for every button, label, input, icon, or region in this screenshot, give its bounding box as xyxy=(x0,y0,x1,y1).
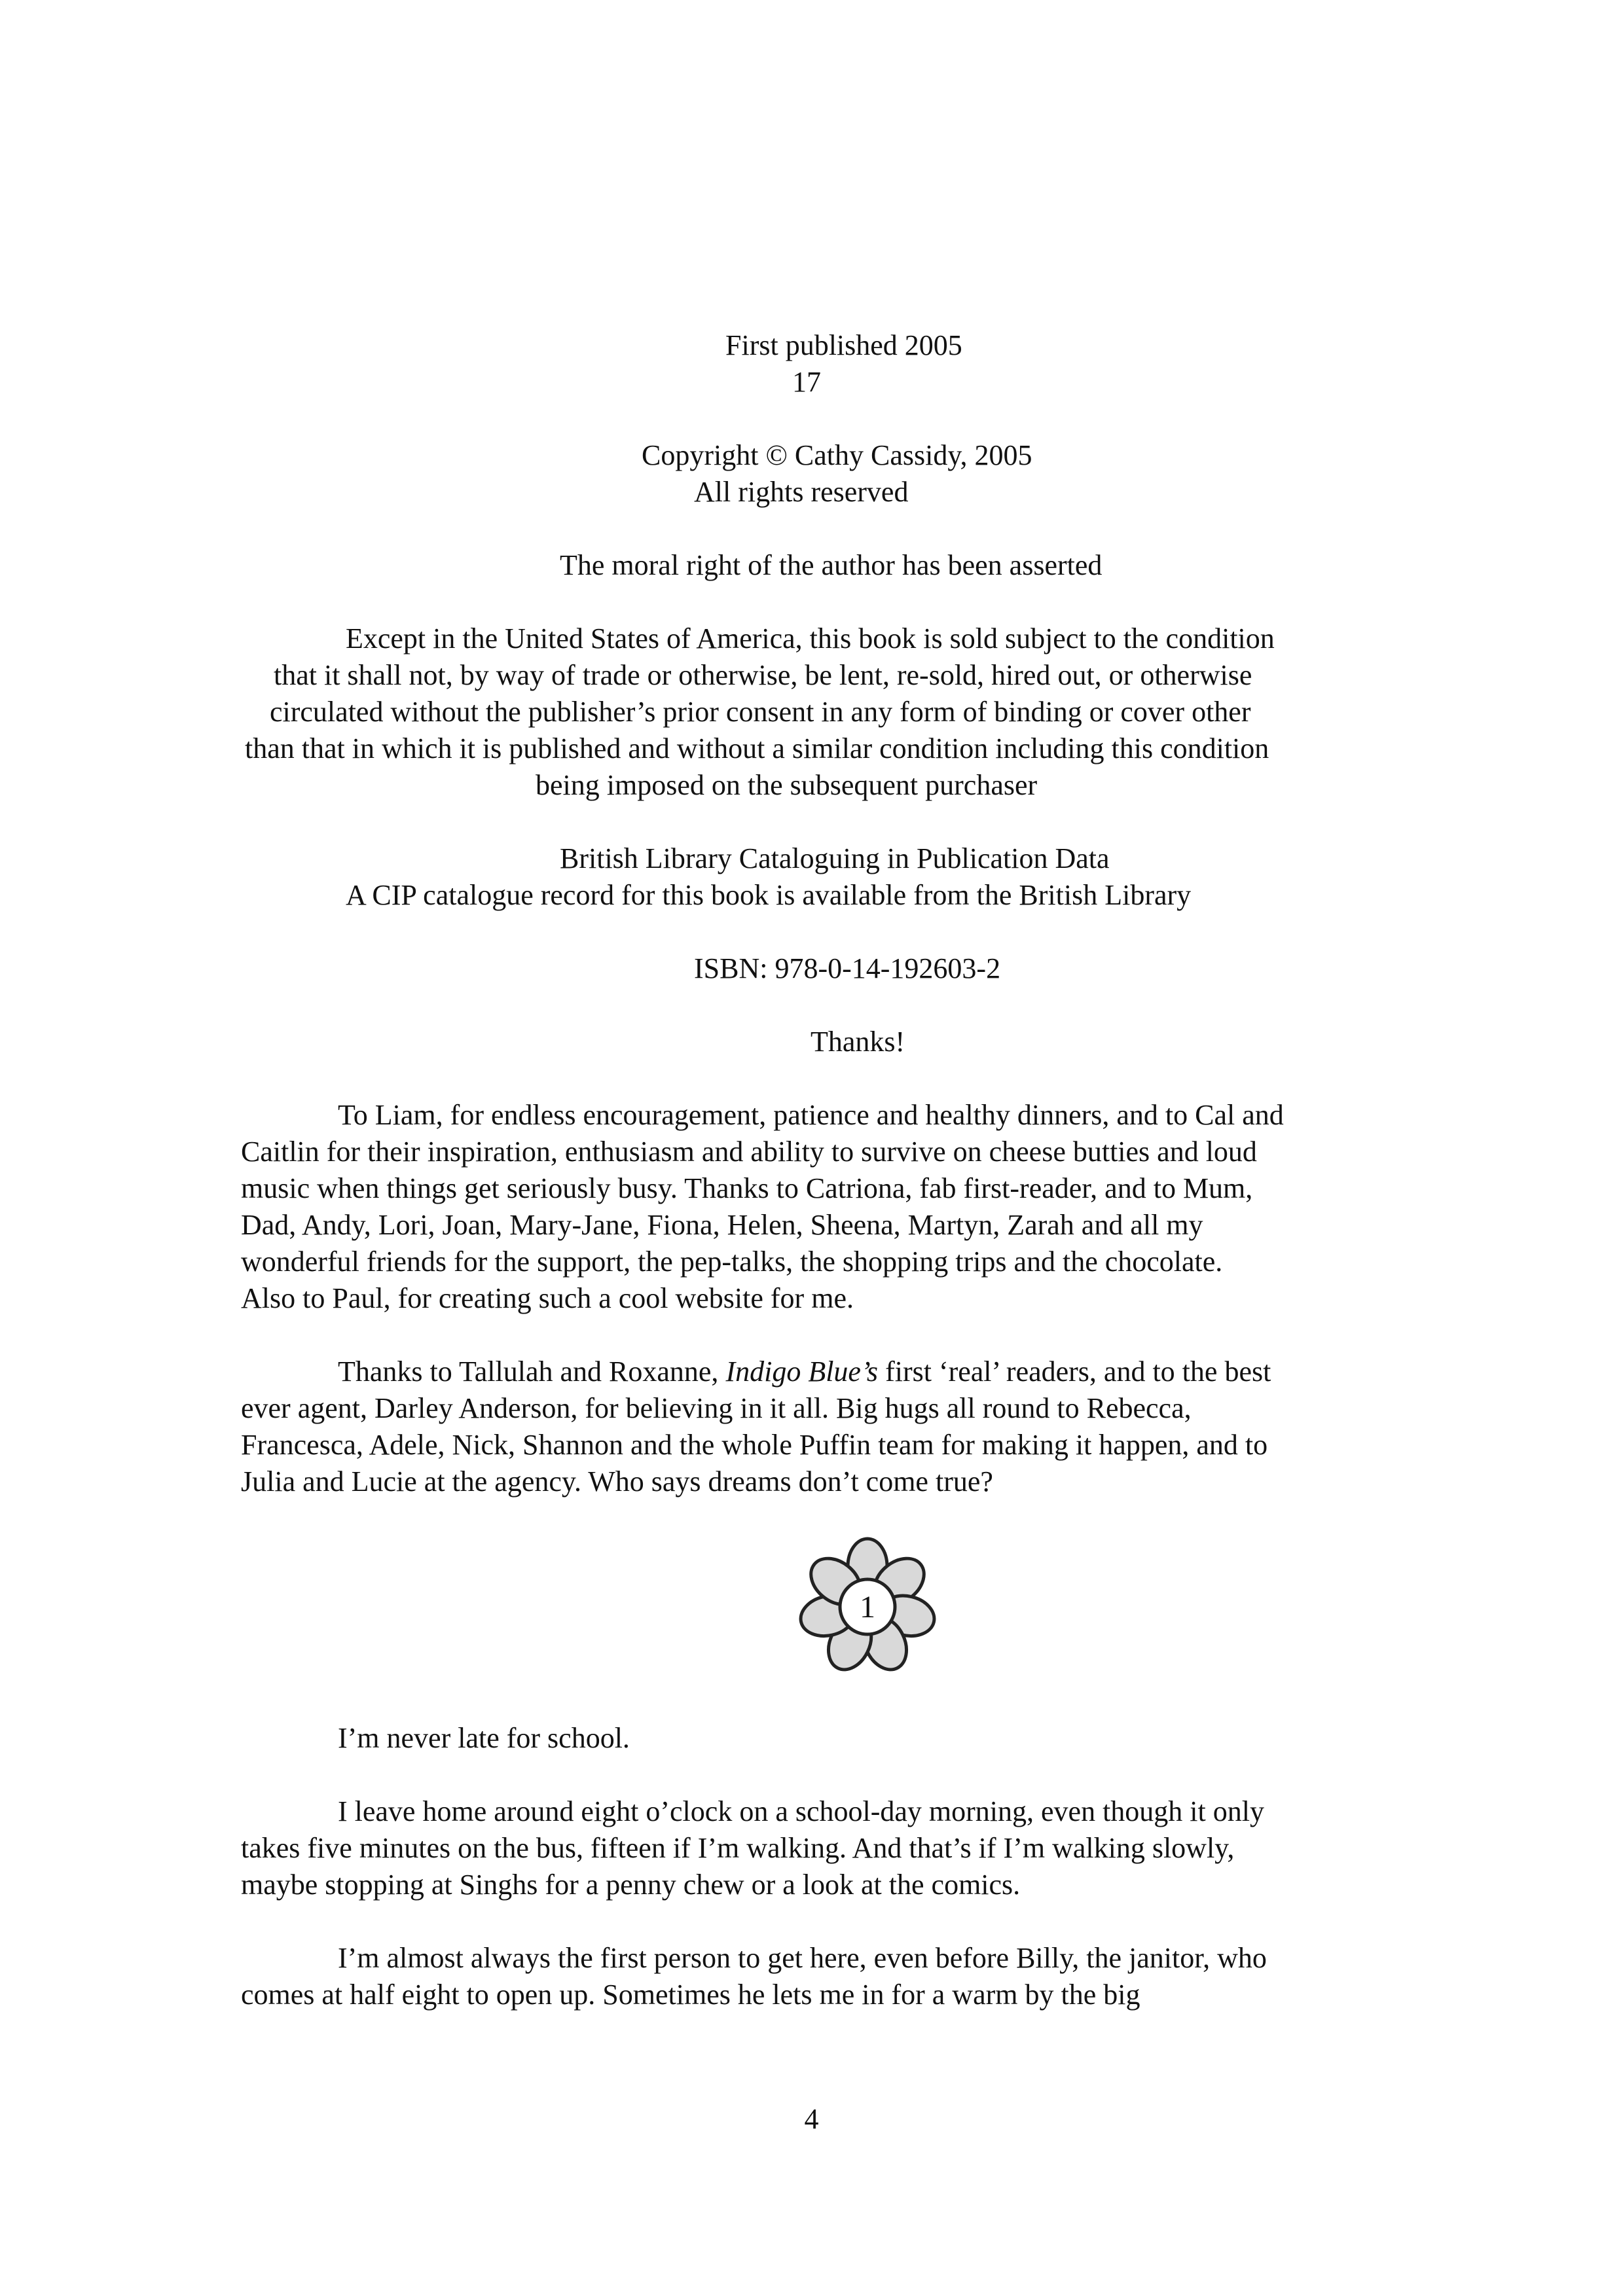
text-line: wonderful friends for the support, the pep-talks, the shopping trips and the chocolate. xyxy=(241,1246,1223,1278)
text-line: Julia and Lucie at the agency. Who says dreams don’t come true? xyxy=(241,1465,993,1498)
text-line: Francesca, Adele, Nick, Shannon and the whole Puffin team for making it happen, and to xyxy=(241,1429,1268,1461)
chapter-paragraph-2 xyxy=(241,1793,1264,1903)
text-line: takes five minutes on the bus, fifteen if I’m walking. And that’s if I’m walking slowly, xyxy=(241,1832,1235,1864)
isbn: ISBN: 978-0-14-192603-2 xyxy=(694,952,1001,984)
condition-line-1: Except in the United States of America, this book is sold subject to the condition xyxy=(346,622,1275,655)
printing-number: 17 xyxy=(792,366,821,398)
text-line xyxy=(241,1354,1271,1390)
book-title-italic: Indigo Blue’s xyxy=(725,1355,879,1388)
text-line: Also to Paul, for creating such a cool website for me. xyxy=(241,1282,854,1314)
text-line: Dad, Andy, Lori, Joan, Mary-Jane, Fiona, Helen, Sheena, Martyn, Zarah and all my xyxy=(241,1209,1203,1241)
condition-line-2: that it shall not, by way of trade or otherwise, be lent, re-sold, hired out, or otherwise xyxy=(274,659,1252,691)
thanks-paragraph-1 xyxy=(241,1097,1284,1317)
text-line: music when things get seriously busy. Thanks to Catriona, fab first-reader, and to Mum, xyxy=(241,1172,1253,1204)
chapter-number: 1 xyxy=(860,1590,875,1624)
text-run: first ‘real’ readers, and to the best xyxy=(878,1355,1271,1388)
copyright-line: Copyright © Cathy Cassidy, 2005 xyxy=(642,439,1032,471)
text-run: Thanks to Tallulah and Roxanne, xyxy=(338,1355,726,1388)
thanks-paragraph-2 xyxy=(241,1354,1271,1500)
chapter-paragraph-3 xyxy=(241,1940,1267,2013)
text-line: Caitlin for their inspiration, enthusiasm and ability to survive on cheese butties and loud xyxy=(241,1136,1257,1168)
text-line: comes at half eight to open up. Sometimes he lets me in for a warm by the big xyxy=(241,1979,1140,2011)
text-line: I’m almost always the first person to get here, even before Billy, the janitor, who xyxy=(338,1942,1267,1974)
rights-reserved: All rights reserved xyxy=(694,476,909,508)
chapter-opening xyxy=(241,1720,630,1757)
thanks-heading: Thanks! xyxy=(811,1026,905,1058)
cip-title: British Library Cataloguing in Publication Data xyxy=(560,842,1110,874)
chapter-flower-icon xyxy=(792,1532,943,1682)
text-line: maybe stopping at Singhs for a penny chew or a look at the comics. xyxy=(241,1869,1021,1901)
text-line: To Liam, for endless encouragement, patience and healthy dinners, and to Cal and xyxy=(338,1099,1284,1131)
page-number: 4 xyxy=(804,2103,819,2135)
first-published: First published 2005 xyxy=(725,329,962,361)
moral-right: The moral right of the author has been asserted xyxy=(560,549,1103,581)
condition-line-3: circulated without the publisher’s prior consent in any form of binding or cover other xyxy=(270,696,1251,728)
condition-line-5: being imposed on the subsequent purchaser xyxy=(536,769,1038,801)
text-line: I’m never late for school. xyxy=(338,1722,630,1754)
condition-line-4: than that in which it is published and without a similar condition including this condition xyxy=(245,732,1269,764)
text-line: ever agent, Darley Anderson, for believing in it all. Big hugs all round to Rebecca, xyxy=(241,1392,1192,1424)
cip-record: A CIP catalogue record for this book is available from the British Library xyxy=(346,879,1192,911)
text-line: I leave home around eight o’clock on a school-day morning, even though it only xyxy=(338,1795,1264,1827)
